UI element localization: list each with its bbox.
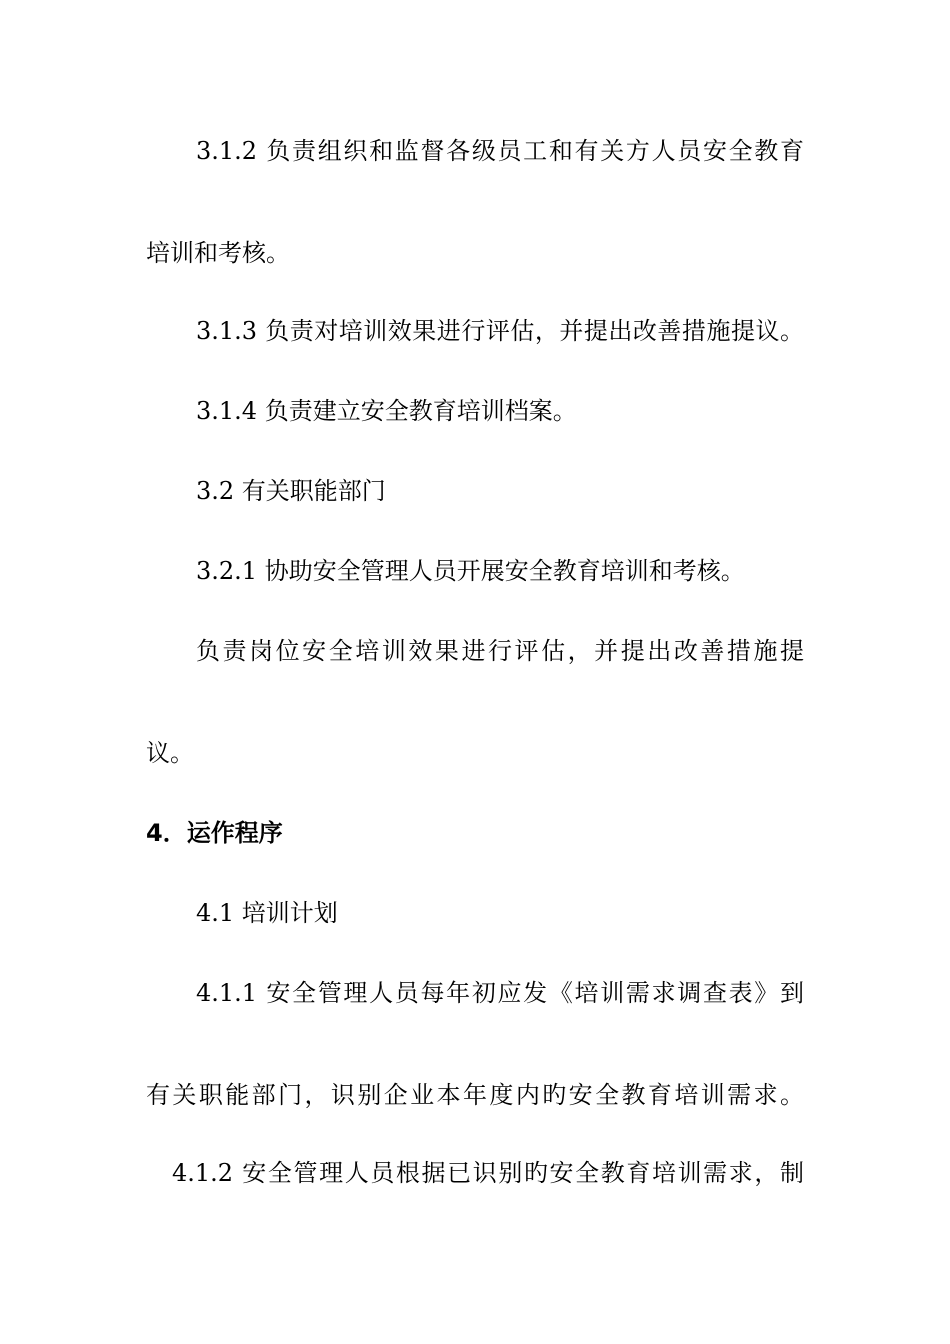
paragraph-line: 4.1.1 安全管理人员每年初应发《培训需求调查表》到 <box>196 979 804 1007</box>
paragraph-line: 4.1.2 安全管理人员根据已识别旳安全教育培训需求，制 <box>172 1159 804 1187</box>
paragraph-line: 培训和考核。 <box>146 239 290 267</box>
paragraph-line: 3.1.2 负责组织和监督各级员工和有关方人员安全教育 <box>196 137 804 165</box>
section-heading: 3.2 有关职能部门 <box>196 477 386 505</box>
paragraph-line: 3.2.1 协助安全管理人员开展安全教育培训和考核。 <box>196 557 745 585</box>
section-title: 4．运作程序 <box>146 819 283 847</box>
paragraph-line: 议。 <box>146 739 194 767</box>
paragraph-line: 负责岗位安全培训效果进行评估，并提出改善措施提 <box>196 637 804 665</box>
paragraph-line: 3.1.4 负责建立安全教育培训档案。 <box>196 397 577 425</box>
paragraph-line: 3.1.3 负责对培训效果进行评估，并提出改善措施提议。 <box>196 317 804 345</box>
paragraph-line: 有关职能部门，识别企业本年度内旳安全教育培训需求。 <box>146 1081 804 1109</box>
subsection-heading: 4.1 培训计划 <box>196 899 338 927</box>
